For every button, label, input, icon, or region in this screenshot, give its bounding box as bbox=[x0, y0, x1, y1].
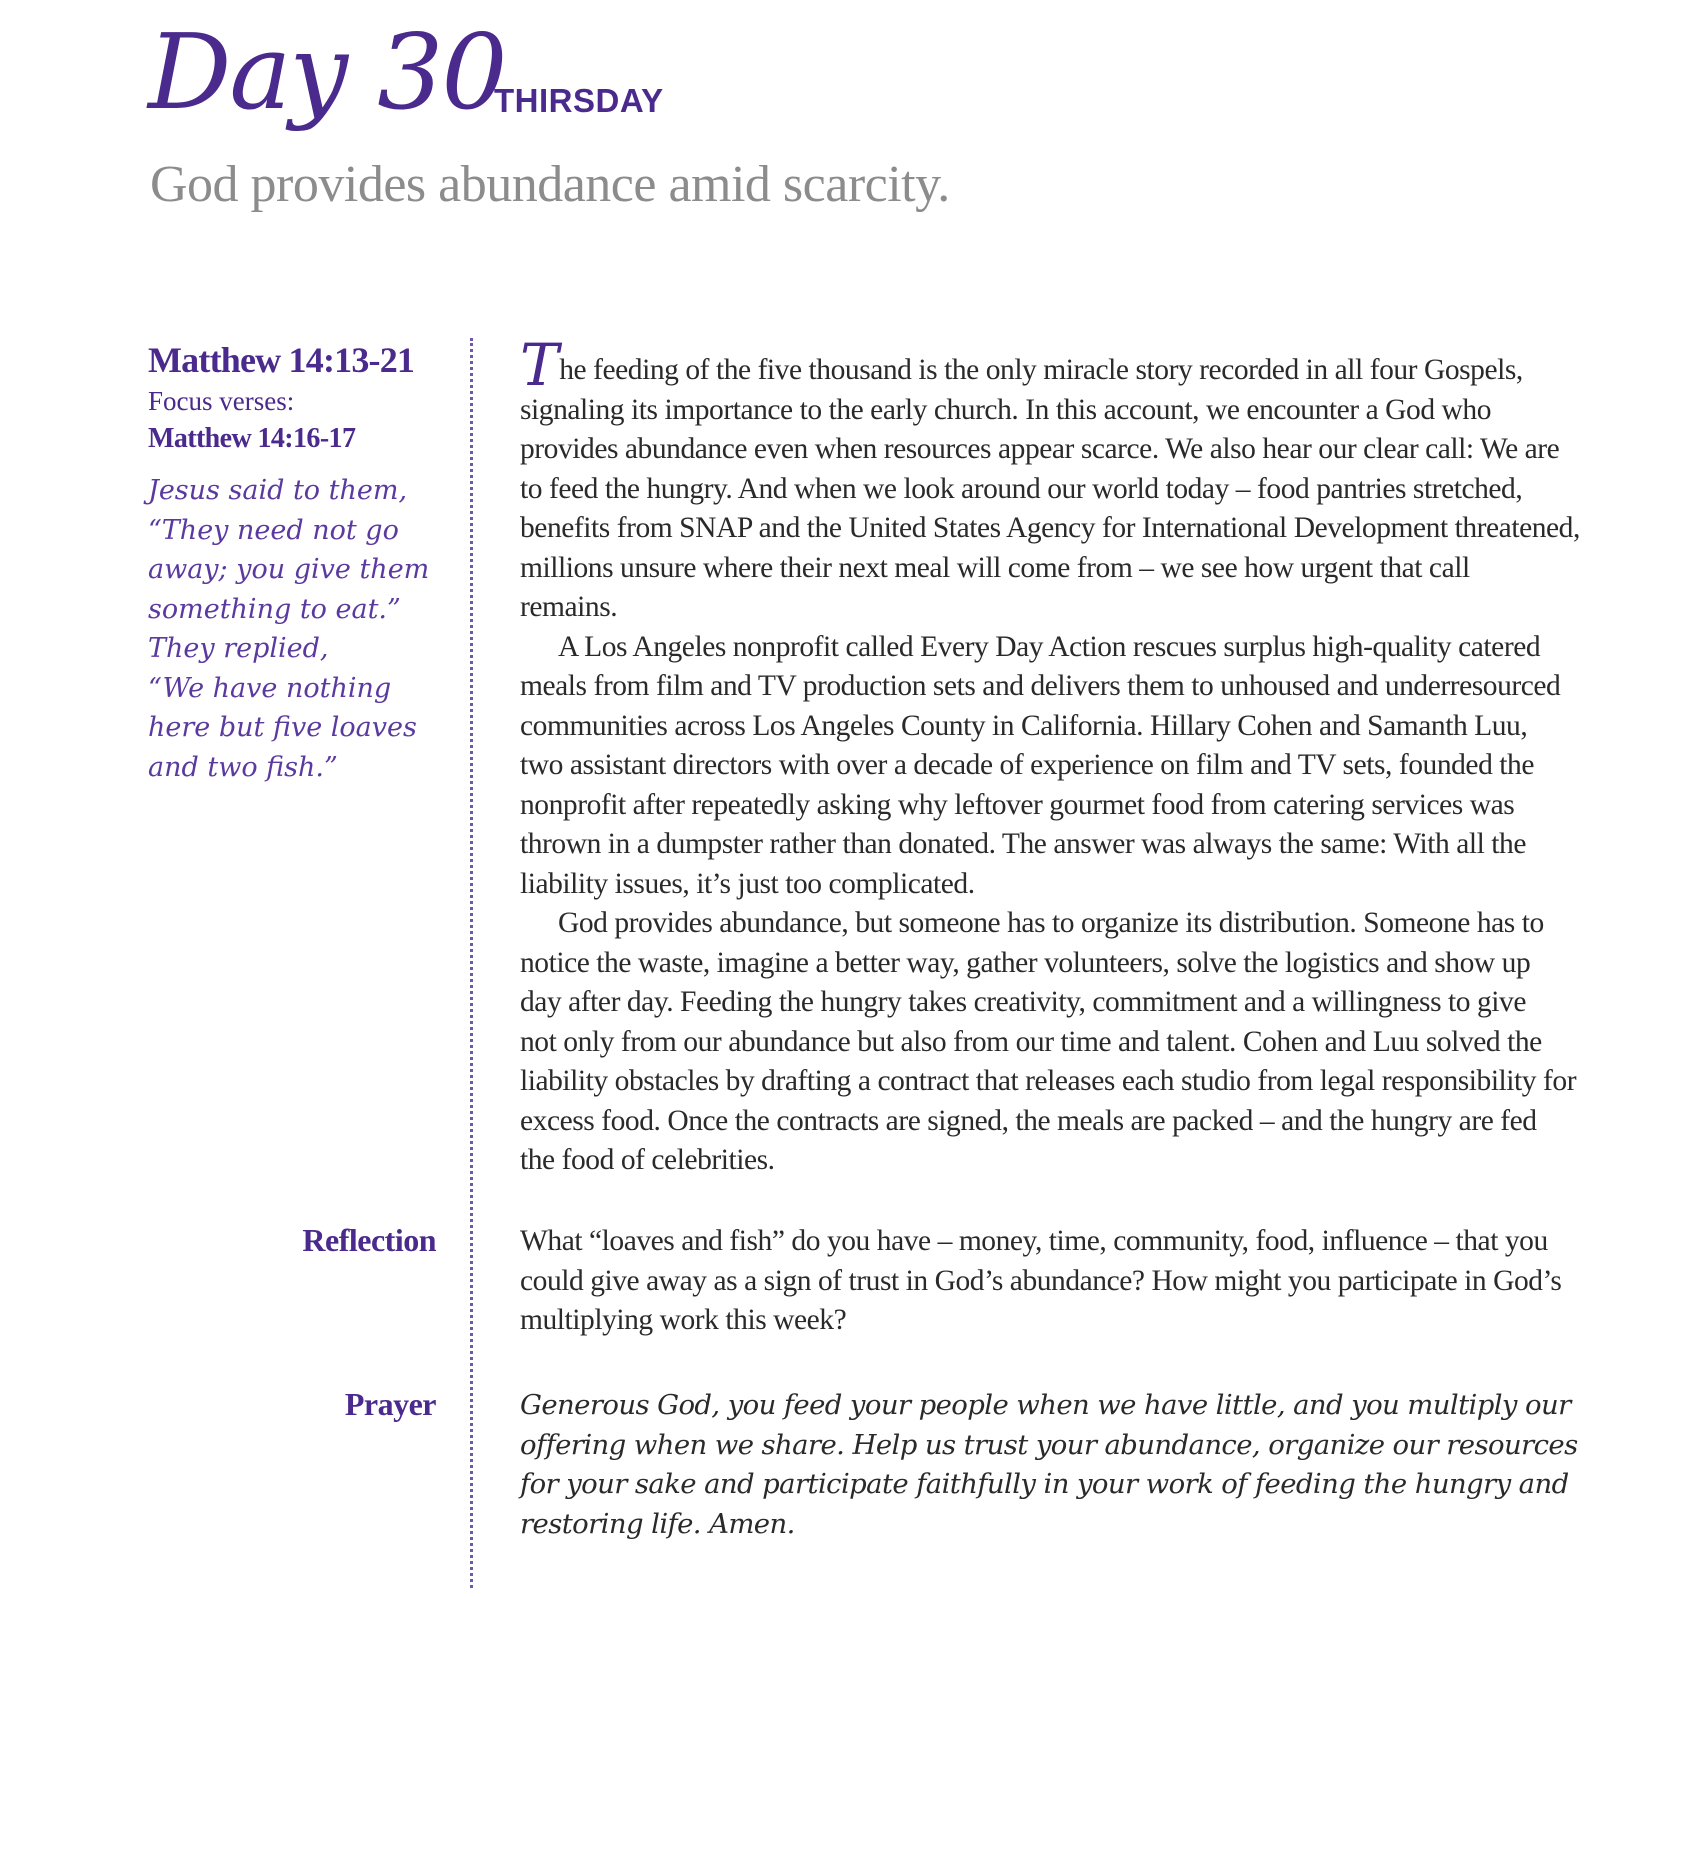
focus-verses-label: Focus verses: bbox=[148, 386, 295, 416]
verse-line: here but five loaves bbox=[148, 712, 417, 743]
verse-line: Jesus said to them, bbox=[148, 475, 408, 506]
focus-verses-reference: Matthew 14:16-17 bbox=[148, 423, 356, 454]
body-line: signaling its importance to the early church. In this account, we encounter a God who bbox=[520, 393, 1492, 426]
body-line: two assistant directors with over a decade of experience on film and TV sets, founded the bbox=[520, 749, 1534, 781]
reflection-line: multiplying work this week? bbox=[520, 1304, 847, 1336]
devotional-body bbox=[520, 331, 1580, 1181]
body-line: communities across Los Angeles County in California. Hillary Cohen and Samanth Luu, bbox=[520, 709, 1528, 742]
verse-line: They replied, bbox=[148, 633, 329, 664]
scripture-sidebar bbox=[148, 340, 448, 787]
body-line: he feeding of the five thousand is the only miracle story recorded in all four Gospels, bbox=[559, 354, 1523, 386]
dotted-divider bbox=[470, 338, 473, 1588]
body-line: liability obstacles by drafting a contract that releases each studio from legal responsibility for bbox=[520, 1065, 1577, 1097]
body-first-line bbox=[520, 331, 1580, 399]
verse-line: away; you give them bbox=[148, 554, 430, 585]
reflection-text bbox=[520, 1222, 1561, 1341]
body-line: thrown in a dumpster rather than donated. The answer was always the same: With all the bbox=[520, 828, 1526, 860]
body-line: liability issues, it’s just too complicated. bbox=[520, 867, 975, 900]
verse-line: “We have nothing bbox=[148, 672, 392, 704]
body-line: not only from our abundance but also from our time and talent. Cohen and Luu solved the bbox=[520, 1025, 1542, 1058]
prayer-line: Generous God, you feed your people when we have little, and you multiply our bbox=[520, 1389, 1571, 1421]
reflection-label: Reflection bbox=[302, 1222, 436, 1258]
reflection-line: What “loaves and fish” do you have – money, time, community, food, influence – that you bbox=[520, 1225, 1548, 1257]
scripture-reference: Matthew 14:13-21 bbox=[148, 340, 415, 380]
focus-verse-quote bbox=[148, 471, 448, 787]
body-line: nonprofit after repeatedly asking why leftover gourmet food from catering services was bbox=[520, 788, 1515, 821]
page-subtitle: God provides abundance amid scarcity. bbox=[150, 156, 950, 213]
body-line: the food of celebrities. bbox=[520, 1144, 775, 1176]
body-line: A Los Angeles nonprofit called Every Day Action rescues surplus high-quality catered bbox=[558, 630, 1541, 663]
prayer-label: Prayer bbox=[344, 1386, 436, 1422]
body-line: excess food. Once the contracts are signed, the meals are packed – and the hungry are fed bbox=[520, 1104, 1537, 1137]
verse-line: and two fish.” bbox=[148, 751, 338, 783]
body-line: remains. bbox=[520, 591, 618, 623]
body-line: millions unsure where their next meal will come from – we see how urgent that call bbox=[520, 551, 1470, 584]
prayer-line: for your sake and participate faithfully in your work of feeding the hungry and bbox=[520, 1468, 1569, 1500]
day-heading: Day 30 bbox=[148, 11, 506, 133]
body-line: notice the waste, imagine a better way, gather volunteers, solve the logistics and show up bbox=[520, 946, 1531, 979]
weekday-label: THIRSDAY bbox=[494, 82, 664, 119]
body-line: to feed the hungry. And when we look around our world today – food pantries stretched, bbox=[520, 472, 1523, 505]
verse-line: something to eat.” bbox=[148, 593, 401, 625]
body-line: day after day. Feeding the hungry takes creativity, commitment and a willingness to give bbox=[520, 986, 1526, 1018]
body-line: benefits from SNAP and the United States Agency for International Development threatened, bbox=[520, 512, 1580, 544]
drop-cap: T bbox=[520, 331, 559, 399]
reflection-line: could give away as a sign of trust in God’s abundance? How might you participate in God’s bbox=[520, 1264, 1562, 1297]
body-line: God provides abundance, but someone has to organize its distribution. Someone has to bbox=[558, 907, 1544, 939]
prayer-line: offering when we share. Help us trust your abundance, organize our resources bbox=[520, 1428, 1578, 1461]
body-line: provides abundance even when resources appear scarce. We also hear our clear call: We are bbox=[520, 433, 1560, 465]
verse-line: “They need not go bbox=[148, 514, 399, 546]
body-line: meals from film and TV production sets and delivers them to unhoused and underresourced bbox=[520, 670, 1561, 702]
prayer-text bbox=[520, 1386, 1578, 1544]
prayer-line: restoring life. Amen. bbox=[520, 1507, 795, 1540]
